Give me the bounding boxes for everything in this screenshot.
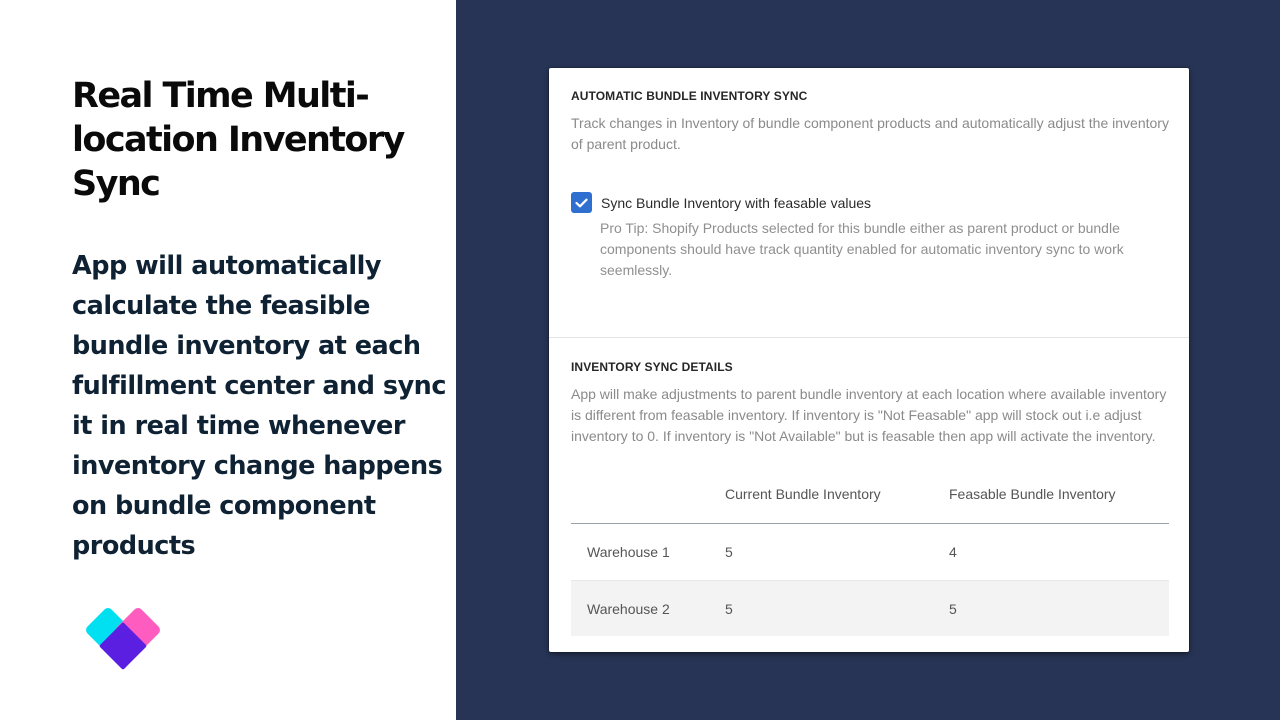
promo-headline: Real Time Multi-location Inventory Sync	[72, 76, 404, 204]
pro-tip-text: Pro Tip: Shopify Products selected for this bundle either as parent product or bundle components should have track quantity enabled for automatic inventory sync to work seemlessly.	[600, 220, 1124, 278]
table-header	[571, 484, 1169, 524]
inventory-table	[571, 484, 1169, 636]
location-cell: Warehouse 2	[587, 600, 670, 617]
sync-details-description: App will make adjustments to parent bundle inventory at each location where available inventory is different from feasable inventory. If inventory is "Not Feasable" app will stock out i.e adjust inventory to 0. If inventory is "Not Available" but is feasable then app will activate the inventory.	[571, 386, 1167, 444]
promo-description: App will automatically calculate the feasible bundle inventory at each fulfillment center and sync it in real time whenever inventory change happens on bundle component products	[72, 251, 446, 561]
checkmark-icon	[575, 198, 588, 208]
auto-sync-section	[549, 68, 1189, 338]
current-inventory-cell: 5	[725, 600, 733, 617]
sync-bundle-inventory-label[interactable]: Sync Bundle Inventory with feasable values	[601, 194, 872, 211]
auto-sync-title: AUTOMATIC BUNDLE INVENTORY SYNC	[571, 89, 808, 103]
current-inventory-cell: 5	[725, 544, 733, 560]
table-row	[571, 580, 1169, 636]
feasable-inventory-cell: 5	[949, 600, 957, 617]
sync-bundle-inventory-checkbox[interactable]	[571, 192, 592, 213]
sync-details-section	[549, 338, 1189, 652]
table-row	[571, 524, 1169, 580]
promo-panel	[0, 0, 456, 720]
feasable-inventory-cell: 4	[949, 544, 957, 560]
column-header-current: Current Bundle Inventory	[725, 486, 881, 502]
sync-bundle-inventory-option[interactable]	[571, 192, 871, 213]
auto-sync-description: Track changes in Inventory of bundle component products and automatically adjust the inventory of parent product.	[571, 115, 1169, 152]
column-header-feasable: Feasable Bundle Inventory	[949, 486, 1116, 502]
location-cell: Warehouse 1	[587, 544, 670, 560]
sync-details-title: INVENTORY SYNC DETAILS	[571, 360, 733, 374]
heart-diamond-logo-icon	[84, 606, 164, 672]
settings-card	[549, 68, 1189, 652]
